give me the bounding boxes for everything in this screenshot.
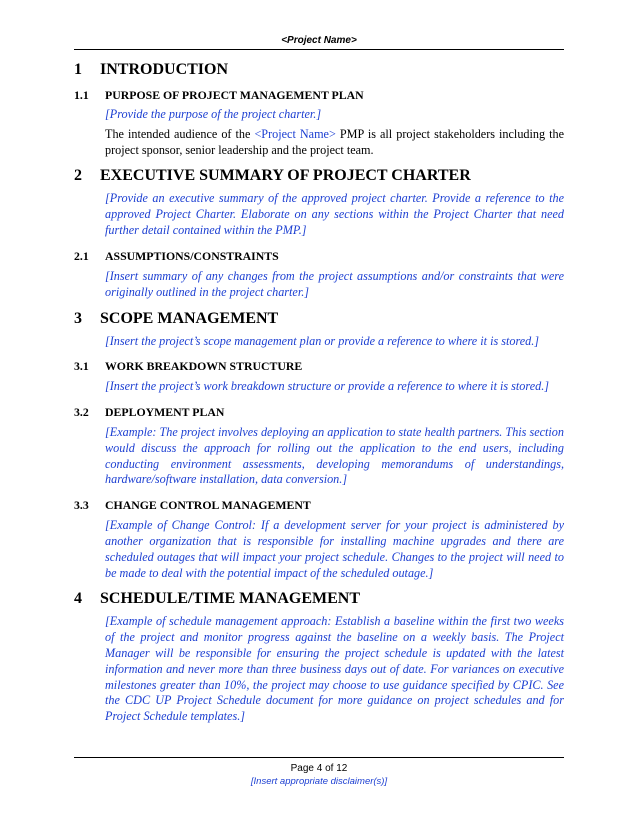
section-title: DEPLOYMENT PLAN bbox=[105, 404, 225, 419]
section-number: 3.2 bbox=[74, 404, 89, 419]
page-header: <Project Name> bbox=[281, 35, 357, 46]
document-body bbox=[74, 60, 564, 725]
wbs-placeholder: [Insert the project’s work breakdown structure or provide a reference to where it is stored.] bbox=[105, 379, 549, 394]
purpose-text-start: The intended audience of the bbox=[105, 126, 255, 141]
scope-placeholder: [Insert the project’s scope management plan or provide a reference to where it is stored.] bbox=[105, 334, 540, 349]
section-number: 1.1 bbox=[74, 88, 89, 102]
heading-purpose bbox=[74, 87, 564, 103]
purpose-placeholder: [Provide the purpose of the project charter.] bbox=[105, 107, 322, 121]
section-title: INTRODUCTION bbox=[100, 61, 229, 78]
section-title: CHANGE CONTROL MANAGEMENT bbox=[105, 498, 311, 513]
section-number: 3.3 bbox=[74, 498, 89, 513]
heading-change-control bbox=[74, 497, 564, 513]
footer-rule bbox=[74, 757, 564, 758]
section-title: SCOPE MANAGEMENT bbox=[100, 310, 279, 328]
section-number: 1 bbox=[74, 61, 82, 78]
heading-schedule-management bbox=[74, 589, 564, 609]
schedule-placeholder: [Example of schedule management approach: Establish a baseline within the first two weeks of the project and monitor progress against the baseline on a weekly basis. The Project Manager will be responsible for ensuring the project schedule is updated with the latest information and never more than three business days out of date. For variances on executive milestones greater than 10%, the project may choose to use guidance specified by CPIC. See the CDC UP Project Schedule document for more guidance on project schedules and for Project Schedule templates.] bbox=[105, 614, 564, 724]
section-number: 3 bbox=[74, 310, 82, 328]
assumptions-placeholder: [Insert summary of any changes from the project assumptions and/or constraints that were originally outlined in the project charter.] bbox=[105, 268, 564, 299]
change-control-placeholder: [Example of Change Control: If a development server for your project is administered by another organization that is responsible for installing machine upgrades and there are scheduled outages that will impact your project schedule. Changes to the project will need to be made to deal with the potential impact of the scheduled outage.] bbox=[105, 518, 564, 580]
section-title: EXECUTIVE SUMMARY OF PROJECT CHARTER bbox=[100, 167, 471, 185]
section-title: PURPOSE OF PROJECT MANAGEMENT PLAN bbox=[105, 88, 364, 102]
section-title: SCHEDULE/TIME MANAGEMENT bbox=[100, 590, 361, 608]
section-number: 4 bbox=[74, 590, 82, 608]
section-number: 3.1 bbox=[74, 359, 89, 374]
section-title: ASSUMPTIONS/CONSTRAINTS bbox=[105, 248, 279, 263]
heading-deployment-plan bbox=[74, 404, 564, 420]
project-name-placeholder: <Project Name> bbox=[254, 126, 336, 141]
section-number: 2 bbox=[74, 167, 82, 185]
purpose-text-end: PMP is all project stakeholders including the project sponsor, senior leadership and the project team. bbox=[105, 126, 565, 157]
deployment-placeholder: [Example: The project involves deploying an application to state health partners. This section would discuss the approach for rolling out the application to the end users, including conducting environment assessments, developing memorandums of understandings, hardware/software installation, data conversion.] bbox=[105, 424, 564, 487]
heading-introduction bbox=[74, 60, 564, 80]
heading-scope-management bbox=[74, 309, 564, 329]
header-rule bbox=[74, 49, 564, 50]
heading-wbs bbox=[74, 358, 564, 374]
heading-executive-summary bbox=[74, 166, 564, 186]
section-number: 2.1 bbox=[74, 248, 89, 263]
executive-summary-placeholder: [Provide an executive summary of the approved project charter. Provide a reference to the approved Project Charter. Elaborate on any sections within the Project Charter that need further detail contained within the PMP.] bbox=[105, 191, 564, 237]
footer-disclaimer: [Insert appropriate disclaimer(s)] bbox=[250, 776, 388, 787]
purpose-paragraph bbox=[105, 127, 564, 159]
heading-assumptions bbox=[74, 248, 564, 264]
page-number: Page 4 of 12 bbox=[290, 763, 348, 774]
section-title: WORK BREAKDOWN STRUCTURE bbox=[105, 359, 303, 374]
